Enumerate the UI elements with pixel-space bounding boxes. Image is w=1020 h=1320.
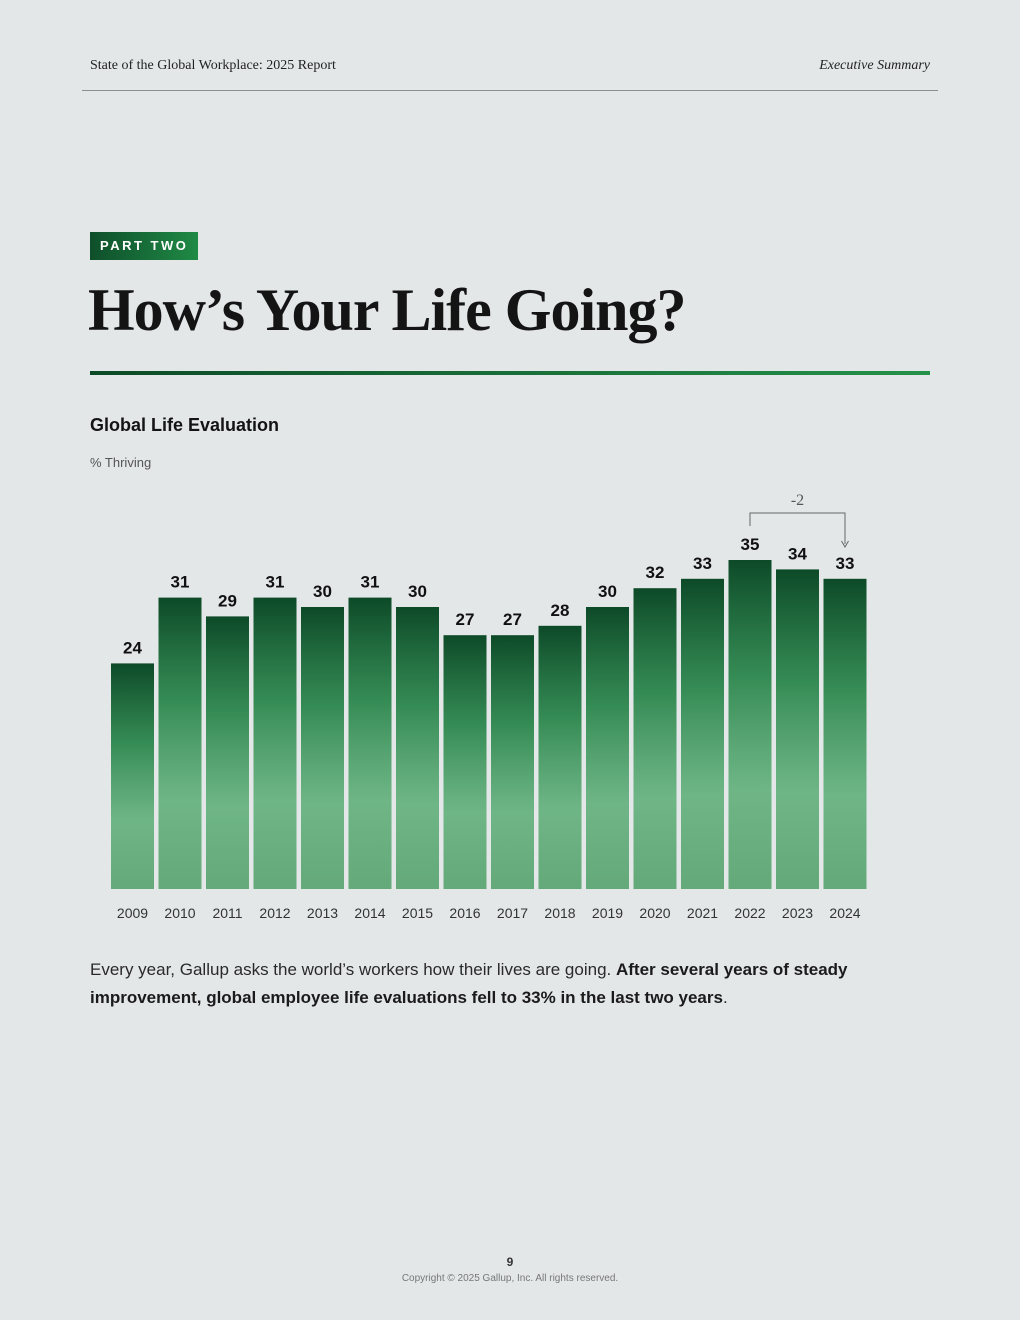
bar-shade-2020 [634,588,677,889]
category-label-2016: 2016 [449,905,481,921]
category-label-2014: 2014 [354,905,386,921]
bar-shade-2017 [491,635,534,889]
bar-shade-2023 [776,569,819,889]
body-paragraph [90,956,920,1012]
bar-shade-2011 [206,616,249,889]
category-label-2019: 2019 [591,905,624,921]
category-label-2017: 2017 [496,905,529,921]
annotation-label: -2 [790,492,805,509]
category-label-2015: 2015 [401,905,434,921]
bar-shade-2009 [111,663,154,889]
chart-subtitle: % Thriving [90,455,152,470]
bar-shade-2024 [824,579,867,889]
bar-shade-2022 [729,560,772,889]
bar-shade-2013 [301,607,344,889]
category-label-2020: 2020 [639,905,671,921]
category-label-2022: 2022 [734,905,766,921]
category-label-2012: 2012 [259,905,291,921]
part-badge: PART TWO [90,232,198,260]
bar-shade-2021 [681,579,724,889]
category-label-2023: 2023 [781,905,814,921]
category-label-2013: 2013 [306,905,339,921]
value-label-2017: 27 [503,610,522,630]
value-label-2015: 30 [408,582,427,601]
bar-shade-2014 [349,598,392,889]
bar-shade-2018 [539,626,582,889]
bar-shade-2019 [586,607,629,889]
value-label-2018: 28 [550,600,570,620]
value-label-2019: 30 [598,582,617,601]
chart-title: Global Life Evaluation [90,415,280,435]
bar-shade-2015 [396,607,439,889]
value-label-2011: 29 [218,591,237,611]
category-label-2011: 2011 [212,905,243,921]
category-label-2024: 2024 [829,905,861,921]
value-label-2016: 27 [455,610,475,630]
page-number: 9 [506,1255,514,1269]
category-label-2009: 2009 [116,905,149,921]
change-annotation [750,492,849,547]
value-label-2023: 34 [788,544,807,564]
report-title: State of the Global Workplace: 2025 Report [90,58,336,73]
value-label-2013: 30 [313,582,332,601]
page-title: How’s Your Life Going? [88,277,686,343]
body-end: . [722,988,728,1007]
value-label-2010: 31 [170,572,190,592]
category-label-2021: 2021 [686,905,719,921]
value-label-2012: 31 [265,572,285,592]
category-label-2018: 2018 [544,905,576,921]
annotation-bracket [750,513,845,544]
value-label-2009: 24 [123,638,142,658]
value-label-2024: 33 [835,553,855,573]
value-label-2021: 33 [693,553,712,573]
body-highlight: After several years of steady improvement, global employee life evaluations fell to 33% in the last two years [90,960,848,1007]
section-name: Executive Summary [819,58,930,73]
value-label-2022: 35 [740,535,760,554]
category-label-2010: 2010 [164,905,196,921]
value-label-2020: 32 [645,563,665,583]
bar-shade-2012 [254,598,297,889]
body-intro: Every year, Gallup asks the world’s workers how their lives are going. [90,960,616,979]
bar-shade-2016 [444,635,487,889]
bar-shade-2010 [159,598,202,889]
value-label-2014: 31 [360,572,380,592]
copyright: Copyright © 2025 Gallup, Inc. All rights reserved. [401,1273,619,1284]
